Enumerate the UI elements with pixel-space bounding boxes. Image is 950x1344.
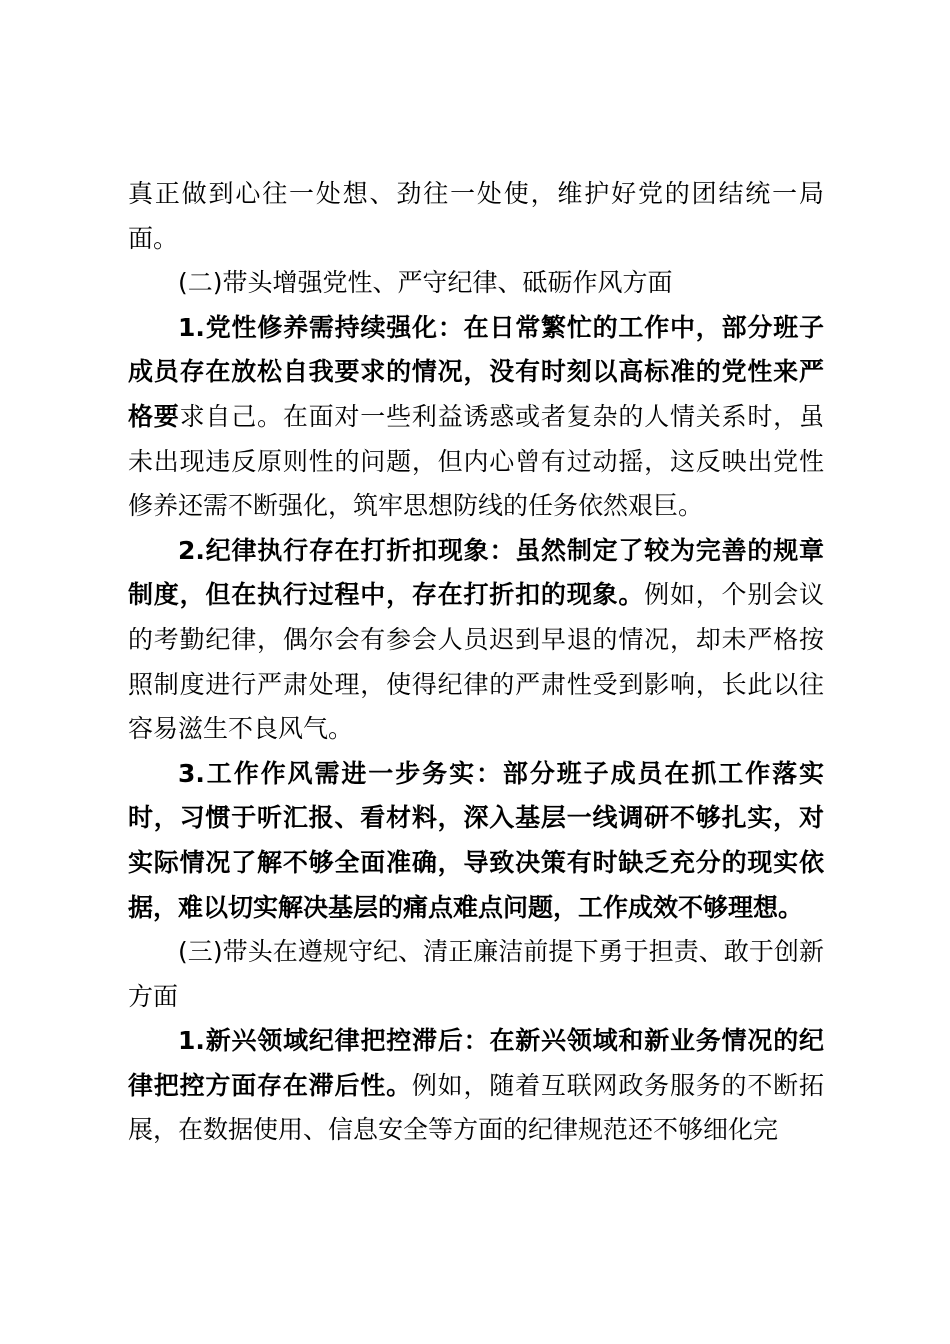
item-body-text: 例如，个别会议的考勤纪律，偶尔会有参会人员迟到早退的情况，却未严格按照制度进行严肃处理，使得纪律的严肃性受到影响，长此以往容易滋生不良风气。	[128, 580, 824, 744]
item-body-text: 例如，随着互联网政务服务的不断拓展，在数据使用、信息安全等方面的纪律规范还不够细化完	[128, 1070, 824, 1145]
section-heading-text: (二)带头增强党性、严守纪律、砥砺作风方面	[178, 268, 673, 298]
item-party-spirit	[128, 306, 824, 529]
item-work-style	[128, 752, 824, 930]
paragraph-text: 真正做到心往一处想、劲往一处使，维护好党的团结统一局面。	[128, 179, 824, 253]
item-lead-bold: 1.新兴领域纪律把控滞后：在新兴领域和新业务情况的纪律把控方面存在滞后性。	[128, 1026, 824, 1100]
item-discipline-execution	[128, 529, 824, 752]
item-new-fields	[128, 1019, 824, 1153]
item-lead-bold: 3.工作作风需进一步务实：部分班子成员在抓工作落实时，习惯于听汇报、看材料，深入基层一线调研不够扎实，对实际情况了解不够全面准确，导致决策有时缺乏充分的现实依据，难以切实解决基层的痛点难点问题，工作成效不够理想。	[128, 758, 824, 922]
section-heading-three	[128, 930, 824, 1019]
document-page	[128, 172, 824, 1153]
item-lead-bold: 1.党性修养需持续强化：在日常繁忙的工作中，部分班子成员存在放松自我要求的情况，没有时刻以高标准的党性来严格要	[128, 312, 824, 431]
item-lead-bold: 2.纪律执行存在打折扣现象：虽然制定了较为完善的规章制度，但在执行过程中，存在打折扣的现象。	[128, 535, 824, 610]
section-heading-two	[128, 261, 824, 306]
item-body-text: 求自己。在面对一些利益诱惑或者复杂的人情关系时，虽未出现违反原则性的问题，但内心曾有过动摇，这反映出党性修养还需不断强化，筑牢思想防线的任务依然艰巨。	[128, 401, 824, 521]
section-heading-text: (三)带头在遵规守纪、清正廉洁前提下勇于担责、敢于创新方面	[128, 937, 824, 1011]
paragraph-continuation	[128, 172, 824, 261]
